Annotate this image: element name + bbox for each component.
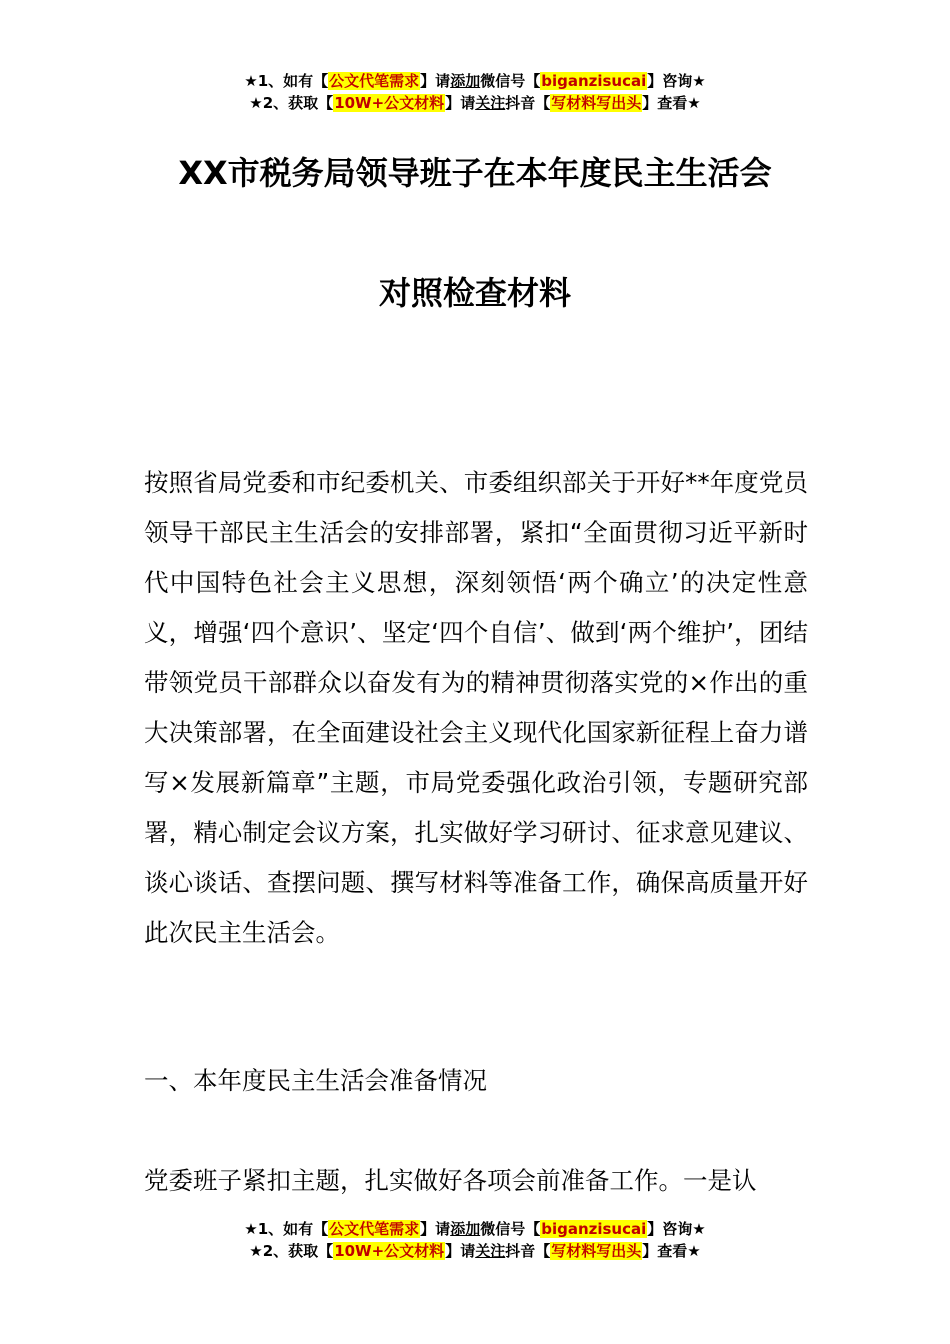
- promo-line-2: [0, 1240, 950, 1262]
- document-title-line-2: 对照检查材料: [378, 274, 571, 312]
- promo-text: ★2、获取【: [249, 1242, 334, 1260]
- section-heading-1: 一、本年度民主生活会准备情况: [144, 1066, 487, 1095]
- promo-line-1: [0, 70, 950, 92]
- promo-highlight: 10W+公文材料: [334, 1242, 445, 1260]
- promo-text: 微信号【: [480, 72, 541, 90]
- top-promo-banner: [0, 70, 950, 114]
- promo-highlight: 公文代笔需求: [329, 72, 420, 90]
- promo-text: 】查看★: [642, 1242, 701, 1260]
- promo-highlight: 写材料写出头: [551, 94, 642, 112]
- bottom-promo-banner: [0, 1218, 950, 1262]
- document-title-line-1: XX市税务局领导班子在本年度民主生活会: [178, 154, 772, 192]
- body-paragraph-section-1: 党委班子紧扣主题，扎实做好各项会前准备工作。一是认: [144, 1166, 757, 1195]
- promo-text: 抖音【: [505, 94, 551, 112]
- promo-line-2: [0, 92, 950, 114]
- body-paragraph-intro: 按照省局党委和市纪委机关、市委组织部关于开好**年度党员领导干部民主生活会的安排部署，紧扣“全面贯彻习近平新时代中国特色社会主义思想，深刻领悟‘两个确立’的决定性意义，增强‘四个意识’、坚定‘四个自信’、做到‘两个维护’，团结带领党员干部群众以奋发有为的精神贯彻落实党的×作出的重大决策部署，在全面建设社会主义现代化国家新征程上奋力谱写×发展新篇章”主题，市局党委强化政治引领，专题研究部署，精心制定会议方案，扎实做好学习研讨、征求意见建议、谈心谈话、查摆问题、撰写材料等准备工作，确保高质量开好此次民主生活会。: [144, 468, 808, 947]
- promo-highlight: 写材料写出头: [551, 1242, 642, 1260]
- promo-text: ★1、如有【: [244, 1220, 329, 1238]
- promo-line-1: [0, 1218, 950, 1240]
- promo-emphasis: 关注: [475, 1242, 506, 1260]
- promo-emphasis: 关注: [475, 94, 506, 112]
- promo-text: 】请: [445, 94, 476, 112]
- promo-highlight: 公文代笔需求: [329, 1220, 420, 1238]
- promo-emphasis: 添加: [450, 72, 481, 90]
- promo-text: ★2、获取【: [249, 94, 334, 112]
- promo-text: 】请: [420, 72, 451, 90]
- promo-text: 】查看★: [642, 94, 701, 112]
- promo-text: 抖音【: [505, 1242, 551, 1260]
- promo-text: 】请: [420, 1220, 451, 1238]
- promo-emphasis: 添加: [450, 1220, 481, 1238]
- promo-highlight: biganzisucai: [541, 1220, 647, 1238]
- promo-text: 】咨询★: [647, 1220, 706, 1238]
- promo-text: 】请: [445, 1242, 476, 1260]
- promo-text: 】咨询★: [647, 72, 706, 90]
- promo-text: ★1、如有【: [244, 72, 329, 90]
- promo-highlight: 10W+公文材料: [334, 94, 445, 112]
- promo-text: 微信号【: [480, 1220, 541, 1238]
- promo-highlight: biganzisucai: [541, 72, 647, 90]
